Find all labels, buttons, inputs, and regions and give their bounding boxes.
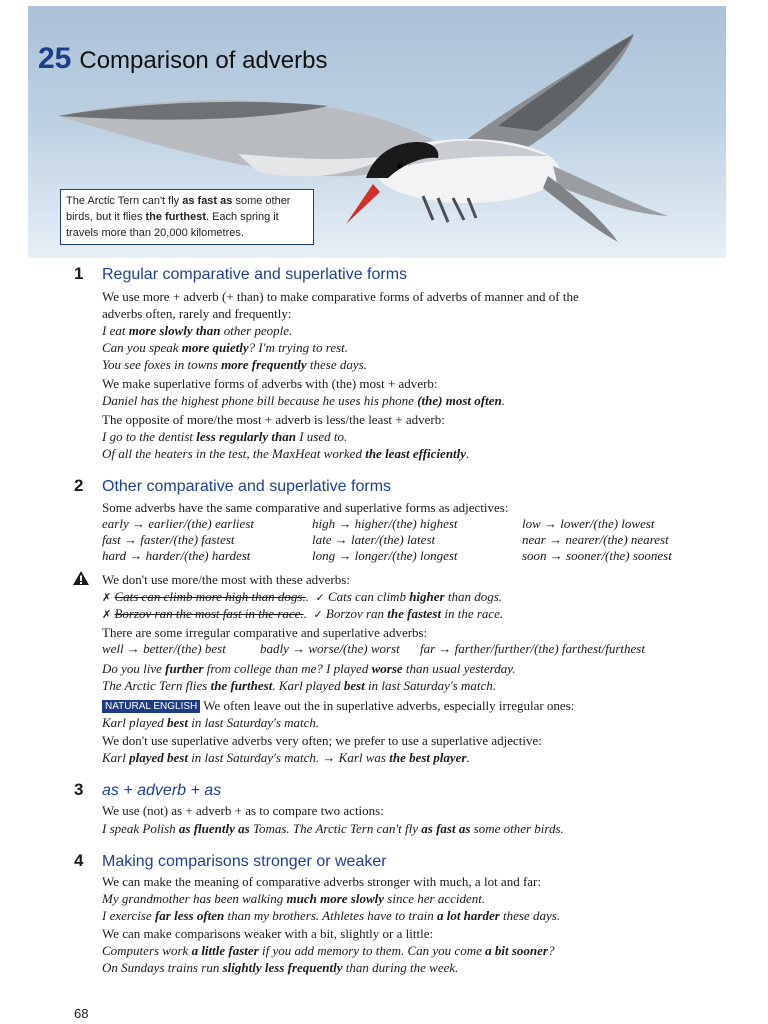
text-fragment: My grandmother has been walking — [102, 891, 287, 906]
text-fragment: ? — [547, 943, 555, 958]
cross-mark-icon: ✗ — [102, 608, 112, 621]
text-fragment: I used to. — [295, 429, 348, 444]
text-fragment: the furthest — [210, 678, 273, 693]
section-1-text: adverbs often, rarely and frequently: — [102, 306, 292, 321]
text-fragment: long → longer/(the) longest — [312, 548, 458, 563]
warning-text: We don't use more/the most with these adverbs: — [102, 572, 350, 587]
example-sentence — [102, 677, 496, 694]
example-sentence — [102, 907, 560, 924]
text-fragment: the furthest — [145, 211, 206, 223]
text-fragment: a lot harder — [436, 908, 500, 923]
example-sentence — [102, 959, 458, 976]
text-fragment: . — [466, 750, 470, 765]
text-fragment: badly → worse/(the) worst — [260, 641, 400, 656]
text-fragment: a little faster — [191, 943, 259, 958]
text-fragment: fast → faster/(the) fastest — [102, 532, 235, 547]
section-2-heading — [74, 476, 391, 496]
text-fragment: On Sundays trains run — [102, 960, 223, 975]
text-fragment: the best player — [389, 750, 467, 765]
text-fragment: We often leave out the in superlative adverbs, especially irregular ones: — [203, 698, 575, 713]
text-fragment: Karl played — [102, 715, 167, 730]
unit-title-text: Comparison of adverbs — [79, 47, 328, 74]
incorrect-correct-pair: ✗ Cats can climb more high than dogs.. ✓ Cats can climb higher than dogs. — [102, 589, 503, 604]
text-fragment: than usual yesterday. — [402, 661, 516, 676]
natural-english-note — [102, 697, 574, 714]
text-fragment: more frequently — [221, 357, 307, 372]
text-fragment: I speak Polish — [102, 821, 179, 836]
unit-number: 25 — [38, 42, 72, 75]
unit-title — [38, 42, 328, 76]
text-fragment: some other birds, but it flies — [66, 195, 291, 223]
example-sentence — [102, 428, 347, 445]
text-fragment: Tomas. The Arctic Tern can't fly — [249, 821, 422, 836]
text-fragment: Borzov ran the most fast in the race. — [114, 606, 304, 621]
text-fragment: from college than me? I played — [203, 661, 372, 676]
text-fragment: . Each spring it travels more than 20,000 kilometres. — [66, 211, 279, 239]
unit-banner — [28, 6, 726, 258]
text-fragment: the fastest — [387, 606, 442, 621]
text-fragment: Karl — [102, 750, 130, 765]
incorrect-correct-pair: ✗ Borzov ran the most fast in the race.. ✓ Borzov ran the fastest in the race. — [102, 606, 504, 621]
text-fragment: Daniel has the highest phone bill because he uses his phone — [102, 393, 418, 408]
text-fragment: (the) most often — [417, 393, 502, 408]
text-fragment: best — [343, 678, 365, 693]
text-fragment: far → farther/further/(the) farthest/furthest — [420, 641, 645, 656]
example-sentence — [102, 392, 505, 409]
text-fragment: 1 — [74, 264, 84, 283]
text-fragment: 3 — [74, 780, 84, 799]
text-fragment: The Arctic Tern can't fly — [66, 195, 183, 207]
text-fragment: in last Saturday's match. — [187, 715, 320, 730]
text-fragment: played best — [129, 750, 188, 765]
text-fragment: these days. — [306, 357, 367, 372]
text-fragment: Making comparisons stronger or weaker — [102, 853, 387, 870]
text-fragment: . Karl played — [272, 678, 344, 693]
text-fragment: in last Saturday's match. → Karl was — [187, 750, 390, 765]
text-fragment: I eat — [102, 323, 129, 338]
example-sentence — [102, 890, 485, 907]
text-fragment: . — [466, 446, 470, 461]
text-fragment: less regularly than — [196, 429, 296, 444]
text-fragment: further — [165, 661, 204, 676]
section-3-text: We use (not) as + adverb + as to compare two actions: — [102, 803, 384, 818]
example-sentence — [102, 356, 367, 373]
text-fragment: I exercise — [102, 908, 155, 923]
text-fragment: The Arctic Tern flies — [102, 678, 211, 693]
text-fragment: . — [501, 393, 505, 408]
example-sentence — [102, 820, 564, 837]
example-sentence — [102, 445, 469, 462]
natural-english-tag: NATURAL ENGLISH — [102, 700, 200, 713]
example-sentence — [102, 714, 319, 731]
text-fragment: soon → sooner/(the) soonest — [522, 548, 672, 563]
text-fragment: as fluently as — [178, 821, 250, 836]
text-fragment: You see foxes in towns — [102, 357, 222, 372]
text-fragment: I go to the dentist — [102, 429, 197, 444]
text-fragment: some other birds. — [470, 821, 564, 836]
section-3-heading — [74, 780, 221, 800]
text-fragment: worse — [371, 661, 403, 676]
text-fragment: ? I'm trying to rest. — [248, 340, 349, 355]
text-fragment: early → earlier/(the) earliest — [102, 516, 254, 531]
section-1-text: We make superlative forms of adverbs with (the) most + adverb: — [102, 376, 438, 391]
text-fragment: late → later/(the) latest — [312, 532, 436, 547]
text-fragment: hard → harder/(the) hardest — [102, 548, 251, 563]
text-fragment: Of all the heaters in the test, the MaxHeat worked — [102, 446, 366, 461]
text-fragment: than during the week. — [342, 960, 459, 975]
text-fragment: as fast as — [421, 821, 471, 836]
text-fragment: if you add memory to them. Can you come — [258, 943, 486, 958]
example-sentence — [102, 942, 554, 959]
text-fragment: high → higher/(the) highest — [312, 516, 458, 531]
section-1-text: The opposite of more/the most + adverb is less/the least + adverb: — [102, 412, 445, 427]
text-fragment: Borzov ran — [325, 606, 388, 621]
section-4-heading — [74, 851, 387, 871]
section-2-text: Some adverbs have the same comparative and superlative forms as adjectives: — [102, 500, 509, 515]
text-fragment: since her accident. — [384, 891, 486, 906]
warning-triangle-icon — [72, 570, 90, 586]
text-fragment: slightly less frequently — [222, 960, 343, 975]
example-sentence — [102, 749, 470, 766]
text-fragment: Other comparative and superlative forms — [102, 478, 392, 495]
text-fragment: a bit sooner — [485, 943, 548, 958]
text-fragment: the least efficiently — [365, 446, 467, 461]
text-fragment: in the race. — [441, 606, 504, 621]
section-2-text: There are some irregular comparative and superlative adverbs: — [102, 625, 428, 640]
section-2-text: We don't use superlative adverbs very often; we prefer to use a superlative adjective: — [102, 733, 542, 748]
text-fragment: more quietly — [181, 340, 249, 355]
text-fragment: Can you speak — [102, 340, 182, 355]
section-1-text: We use more + adverb (+ than) to make comparative forms of adverbs of manner and of the — [102, 289, 579, 304]
section-4-text: We can make comparisons weaker with a bit, slightly or a little: — [102, 926, 434, 941]
text-fragment: other people. — [220, 323, 293, 338]
cross-mark-icon: ✗ — [102, 591, 112, 604]
text-fragment: Computers work — [102, 943, 192, 958]
example-sentence — [102, 660, 516, 677]
check-mark-icon: ✓ — [315, 591, 325, 604]
text-fragment: 4 — [74, 851, 84, 870]
example-sentence — [102, 339, 348, 356]
text-fragment: Do you live — [102, 661, 166, 676]
text-fragment: these days. — [499, 908, 561, 923]
text-fragment: Cats can climb — [327, 589, 410, 604]
text-fragment: far less often — [154, 908, 225, 923]
text-fragment: 2 — [74, 476, 84, 495]
text-fragment: than dogs. — [444, 589, 503, 604]
example-sentence — [102, 322, 292, 339]
section-1-heading — [74, 264, 407, 284]
text-fragment: more slowly than — [128, 323, 221, 338]
text-fragment: as fast as — [182, 195, 233, 207]
text-fragment: near → nearer/(the) nearest — [522, 532, 669, 547]
section-4-text: We can make the meaning of comparative adverbs stronger with much, a lot and far: — [102, 874, 541, 889]
check-mark-icon: ✓ — [313, 608, 323, 621]
text-fragment: in last Saturday's match. — [364, 678, 497, 693]
text-fragment: Cats can climb more high than dogs. — [114, 589, 306, 604]
text-fragment: than my brothers. Athletes have to train — [224, 908, 437, 923]
text-fragment: higher — [409, 589, 445, 604]
text-fragment: as + adverb + as — [102, 782, 222, 799]
text-fragment: best — [167, 715, 188, 730]
text-fragment: much more slowly — [286, 891, 385, 906]
page-number: 68 — [74, 1006, 89, 1021]
text-fragment: well → better/(the) best — [102, 641, 226, 656]
photo-caption — [60, 189, 314, 245]
text-fragment: low → lower/(the) lowest — [522, 516, 655, 531]
text-fragment: Regular comparative and superlative forms — [102, 266, 408, 283]
